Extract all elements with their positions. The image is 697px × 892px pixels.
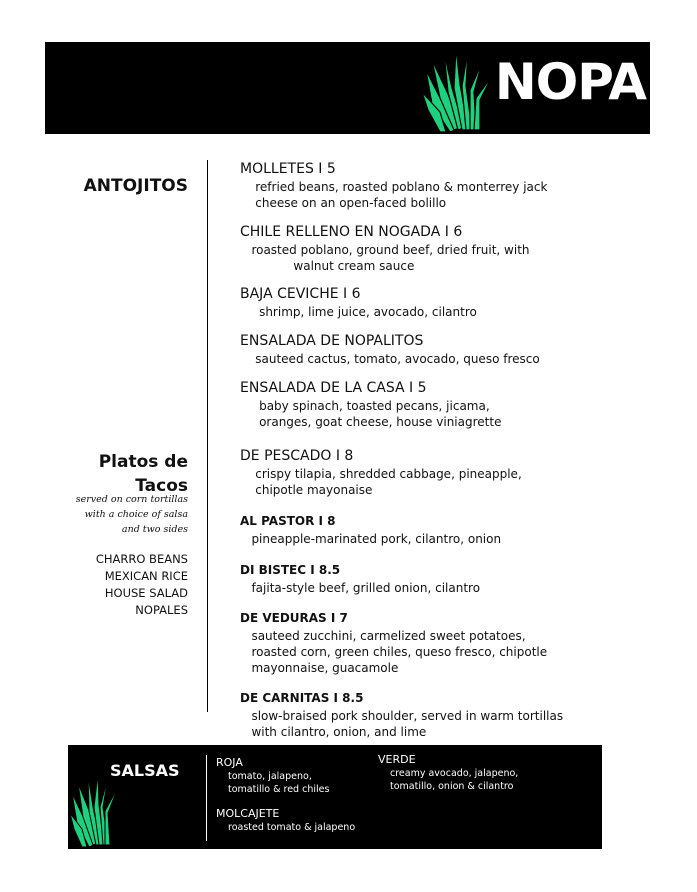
agave-icon <box>422 48 494 132</box>
salsa-name: VERDE <box>378 753 416 766</box>
tacos-title-line: Tacos <box>135 476 188 496</box>
item-description: pineapple-marinated pork, cilantro, onion <box>240 532 502 546</box>
item-description: sauteed cactus, tomato, avocado, queso fresco <box>240 352 540 366</box>
salsa-molcajete <box>216 807 355 834</box>
salsa-description: roasted tomato & jalapeno <box>228 822 356 833</box>
menu-item-molletes <box>240 160 547 211</box>
item-description: fajita-style beef, grilled onion, cilantro <box>240 581 481 595</box>
item-description: sauteed zucchini, carmelized sweet potatoes, roasted corn, green chiles, queso fresco, chipotle mayonnaise, guacamole <box>251 629 548 675</box>
salsa-verde <box>378 753 518 793</box>
menu-item-de-veduras <box>240 609 547 676</box>
section-title-tacos <box>99 450 188 498</box>
tacos-title-line: Platos de <box>98 452 188 472</box>
tacos-note <box>38 492 188 537</box>
menu-item-di-bistec <box>240 561 480 596</box>
section-title-antojitos: ANTOJITOS <box>83 176 188 196</box>
item-title: MOLLETES I 5 <box>240 161 336 177</box>
item-title: DI BISTEC I 8.5 <box>240 563 341 577</box>
item-description: crispy tilapia, shredded cabbage, pineapple, chipotle mayonaise <box>255 467 522 497</box>
menu-item-de-pescado <box>240 447 522 498</box>
item-title: BAJA CEVICHE I 6 <box>240 286 361 302</box>
item-description: shrimp, lime juice, avocado, cilantro <box>240 305 477 319</box>
tacos-note-line: and two sides <box>121 524 188 535</box>
side-item: MEXICAN RICE <box>104 569 188 583</box>
item-title: DE VEDURAS I 7 <box>240 611 348 625</box>
menu-item-ensalada-casa <box>240 379 501 430</box>
agave-icon <box>70 773 122 847</box>
salsa-description: tomato, jalapeno, tomatillo & red chiles <box>228 771 330 795</box>
salsa-name: MOLCAJETE <box>216 807 280 820</box>
section-divider <box>207 160 208 712</box>
side-item: HOUSE SALAD <box>104 586 188 600</box>
salsa-name: ROJA <box>216 756 243 769</box>
item-title: ENSALADA DE LA CASA I 5 <box>240 380 427 396</box>
tacos-note-line: with a choice of salsa <box>84 509 188 520</box>
item-description: slow-braised pork shoulder, served in warm tortillas with cilantro, onion, and lime <box>251 709 564 739</box>
salsas-band <box>68 745 602 849</box>
menu-item-al-pastor <box>240 512 501 547</box>
item-description: refried beans, roasted poblano & monterrey jack cheese on an open-faced bolillo <box>255 180 548 210</box>
sides-list <box>96 551 188 619</box>
salsa-roja <box>216 756 329 796</box>
salsas-title: SALSAS <box>110 761 180 780</box>
item-title: ENSALADA DE NOPALITOS <box>240 333 424 349</box>
item-description: roasted poblano, ground beef, dried fruit, with walnut cream sauce <box>251 243 530 273</box>
menu-item-chile-relleno <box>240 223 530 274</box>
header-band <box>45 42 650 134</box>
side-item: NOPALES <box>135 603 188 617</box>
brand-name: NOPA <box>494 53 646 111</box>
item-description: baby spinach, toasted pecans, jicama, oranges, goat cheese, house viniagrette <box>259 399 502 429</box>
salsa-description: creamy avocado, jalapeno, tomatillo, onion & cilantro <box>390 768 519 792</box>
item-title: DE PESCADO I 8 <box>240 448 354 464</box>
tacos-note-line: served on corn tortillas <box>75 494 188 505</box>
item-title: AL PASTOR I 8 <box>240 514 336 528</box>
item-title: DE CARNITAS I 8.5 <box>240 691 364 705</box>
salsas-divider <box>206 755 207 841</box>
side-item: CHARRO BEANS <box>95 552 188 566</box>
item-title: CHILE RELLENO EN NOGADA I 6 <box>240 224 463 240</box>
menu-item-baja-ceviche <box>240 285 477 320</box>
menu-item-ensalada-nopalitos <box>240 332 540 367</box>
menu-item-de-carnitas <box>240 689 563 740</box>
